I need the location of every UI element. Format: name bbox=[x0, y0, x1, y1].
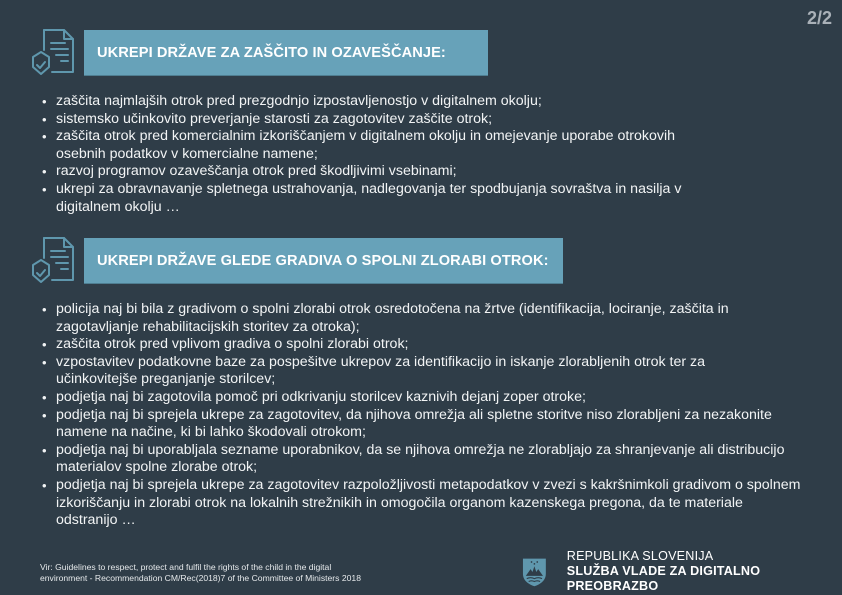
org-name: SLUŽBA VLADE ZA DIGITALNO PREOBRAZBO bbox=[566, 564, 761, 593]
list-item: • podjetja naj bi sprejela ukrepe za zagotovitev razpoložljivosti metapodatkov v zvezi s kakršnimkoli gradivom o spolnem izkoriščanju in zlorabi otrok na lokalnih strežnikih in omogočila organom kazenskega pregona, da te materiale odstranijo … bbox=[40, 477, 801, 530]
section-header-protection: UKREPI DRŽAVE ZA ZAŠČITO IN OZAVEŠČANJE: bbox=[84, 30, 488, 76]
list-item: • zaščita otrok pred vplivom gradiva o spolni zlorabi otrok; bbox=[40, 336, 801, 354]
list-item: • zaščita otrok pred komercialnim izkoriščanjem v digitalnem okolju in omejevanje uporabe otrokovih osebnih podatkov v komercialne namene; bbox=[40, 128, 716, 163]
list-item: • zaščita najmlajših otrok pred prezgodnjo izpostavljenostjo v digitalnem okolju; bbox=[40, 93, 736, 111]
list-item: • sistemsko učinkovito preverjanje starosti za zagotovitev zaščite otrok; bbox=[40, 111, 736, 129]
list-item: • policija naj bi bila z gradivom o spolni zlorabi otrok osredotočena na žrtve (identifikacija, lociranje, zaščita in zagotavljanje rehabilitacijskih storitev za otroka); bbox=[40, 301, 796, 336]
list-item: • ukrepi za obravnavanje spletnega ustrahovanja, nadlegovanja ter spodbujanja sovraštva in nasilja v digitalnem okolju … bbox=[40, 181, 736, 216]
list-item: • razvoj programov ozaveščanja otrok pred škodljivimi vsebinami; bbox=[40, 163, 736, 181]
csam-measures-list bbox=[40, 301, 801, 530]
document-shield-check-icon bbox=[30, 28, 76, 78]
list-item: • podjetja naj bi uporabljala sezname uporabnikov, da se njihova omrežja ne zlorabljajo za shranjevanje ali distribucijo materialov spolne zlorabe otrok; bbox=[40, 442, 801, 477]
section-header-csam: UKREPI DRŽAVE GLEDE GRADIVA O SPOLNI ZLORABI OTROK: bbox=[84, 238, 563, 284]
list-item: • podjetja naj bi sprejela ukrepe za zagotovitev, da njihova omrežja ali spletne storitve niso zlorabljeni za nezakonite namene na načine, ki bi lahko škodovali otrokom; bbox=[40, 407, 801, 442]
source-citation bbox=[40, 562, 361, 584]
list-item: • vzpostavitev podatkovne baze za pospešitve ukrepov za identifikacijo in iskanje zlorabljenih otrok ter za učinkovitejše preganjanje storilcev; bbox=[40, 354, 786, 389]
government-logo bbox=[522, 549, 842, 594]
source-line-1: Vir: Guidelines to respect, protect and fulfil the rights of the child in the digital bbox=[40, 562, 332, 572]
page-number: 2/2 bbox=[806, 8, 832, 28]
list-item: • podjetja naj bi zagotovila pomoč pri odkrivanju storilcev kaznivih dejanj zoper otroke; bbox=[40, 389, 801, 407]
protection-measures-list bbox=[40, 93, 736, 216]
document-shield-check-icon bbox=[30, 236, 76, 286]
coat-of-arms-icon bbox=[522, 556, 547, 588]
source-line-2: environment - Recommendation CM/Rec(2018)7 of the Committee of Ministers 2018 bbox=[40, 573, 361, 583]
org-country: REPUBLIKA SLOVENIJA bbox=[566, 549, 714, 563]
